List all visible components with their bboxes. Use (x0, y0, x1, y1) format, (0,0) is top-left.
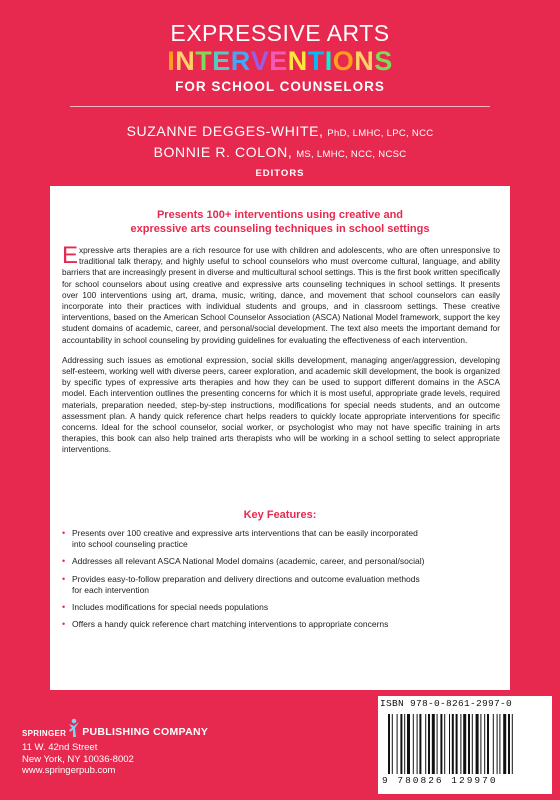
barcode-digits: 9 780826 129970 (382, 775, 498, 786)
person-figure-icon (68, 718, 80, 738)
title-letter: V (250, 46, 270, 76)
title-letter: I (324, 46, 333, 76)
bullet-icon: • (62, 556, 66, 567)
editor-1-name: SUZANNE DEGGES-WHITE, (126, 123, 324, 139)
bullet-icon: • (62, 573, 66, 584)
feature-item (62, 574, 482, 596)
editors-block (0, 122, 560, 181)
title-line-2 (0, 46, 560, 76)
publisher-logo (22, 718, 208, 738)
feature-line-2: into school counseling practice (72, 539, 188, 550)
bullet-icon: • (62, 602, 66, 613)
address-line-2: New York, NY 10036-8002 (22, 753, 134, 765)
isbn-barcode-box (378, 696, 552, 794)
bullet-icon: • (62, 528, 66, 538)
headline-line-2: expressive arts counseling techniques in school settings (130, 223, 430, 235)
editor-2-credentials: MS, LMHC, NCC, NCSC (296, 149, 407, 160)
book-title (0, 20, 560, 96)
feature-item (62, 528, 482, 550)
editor-1-credentials: PhD, LMHC, LPC, NCC (327, 128, 434, 139)
drop-cap: E (62, 242, 79, 269)
feature-line-1: Offers a handy quick reference chart matching interventions to appropriate concerns (72, 619, 389, 630)
title-line-1: EXPRESSIVE ARTS (170, 20, 390, 46)
isbn-text: ISBN 978-0-8261-2997-0 (380, 698, 513, 709)
editor-1 (0, 122, 560, 143)
key-features-list (62, 528, 482, 636)
website-link[interactable]: www.springerpub.com (22, 765, 116, 776)
title-letter: N (175, 46, 196, 76)
feature-line-1: Includes modifications for special needs populations (72, 602, 269, 613)
title-letter: E (212, 46, 231, 76)
editor-2-name: BONNIE R. COLON, (153, 144, 293, 160)
headline (50, 208, 510, 236)
feature-line-2: for each intervention (72, 584, 150, 595)
headline-line-1: Presents 100+ interventions using creative and (156, 209, 404, 221)
title-letter: R (230, 46, 251, 76)
title-letter: T (195, 46, 213, 76)
title-letter: S (374, 46, 393, 76)
title-line-3: FOR SCHOOL COUNSELORS (175, 79, 385, 94)
editors-label: EDITORS (255, 168, 305, 179)
editor-2 (0, 143, 560, 164)
feature-line-1: Addresses all relevant ASCA National Model domains (academic, career, and personal/social) (72, 556, 425, 567)
feature-item (62, 556, 482, 567)
paragraph-1-text: xpressive arts therapies are a rich resource for use with children and adolescents, who are often unresponsive to traditional talk therapy, and highly useful to school counselors who must overcome cultural, language, and ability barriers that are increasingly present in diverse and multicultural school settings. This is the first book written specifically for school counselors about using creative and expressive arts counseling techniques in school settings. It presents over 100 interventions using art, drama, music, writing, dance, and movement that school counselors can easily incorporate into their practices with individual students and groups, and in classroom settings. These creative interventions, based on the American School Counselor Association (ASCA) National Model framework, support the key student domains of academic, career, and personal/social development. The text also meets the important demand for accountability in school counseling by providing guidelines for evaluating the effectiveness of each intervention. (62, 246, 500, 345)
title-divider (70, 106, 490, 107)
logo-right-text: PUBLISHING COMPANY (82, 726, 209, 738)
feature-item (62, 602, 482, 613)
paragraph-1 (62, 242, 500, 346)
feature-line-1: Presents over 100 creative and expressive arts interventions that can be easily incorporated (72, 528, 418, 538)
description-panel (50, 186, 510, 690)
address-line-1: 11 W. 42nd Street (22, 742, 98, 753)
feature-line-1: Provides easy-to-follow preparation and delivery directions and outcome evaluation methods (72, 573, 420, 584)
title-letter: E (269, 46, 288, 76)
publisher-address (22, 742, 208, 777)
feature-item (62, 619, 482, 630)
barcode-icon (386, 714, 546, 774)
paragraph-2: Addressing such issues as emotional expression, social skills development, managing anger/aggression, developing self-esteem, working well with diverse peers, career exploration, and academic skill development, the book is organized by specific types of expressive arts therapies and how they can be used to support different domains in the ASCA model. Each intervention outlines the presenting concerns for which it is most useful, appropriate grade levels, required materials, preparation needed, step-by-step instructions, modifications for special needs students, and an outcome assessment plan. A handy quick reference chart helps readers to quickly locate appropriate interventions for specific concerns. Ideal for the school counselor, social worker, or psychologist who may not have specific training in arts therapies, this book can also help trained arts therapists who will be working in a school setting to select appropriate interventions. (62, 355, 500, 455)
description-body (62, 242, 500, 465)
title-letter: I (167, 46, 176, 76)
title-letter: T (307, 46, 325, 76)
title-letter: N (354, 46, 375, 76)
title-letter: N (287, 46, 308, 76)
logo-left-text: SPRINGER (22, 729, 67, 738)
bullet-icon: • (62, 619, 66, 630)
key-features-heading: Key Features: (243, 509, 317, 521)
publisher-block (22, 718, 208, 777)
title-letter: O (332, 46, 355, 76)
